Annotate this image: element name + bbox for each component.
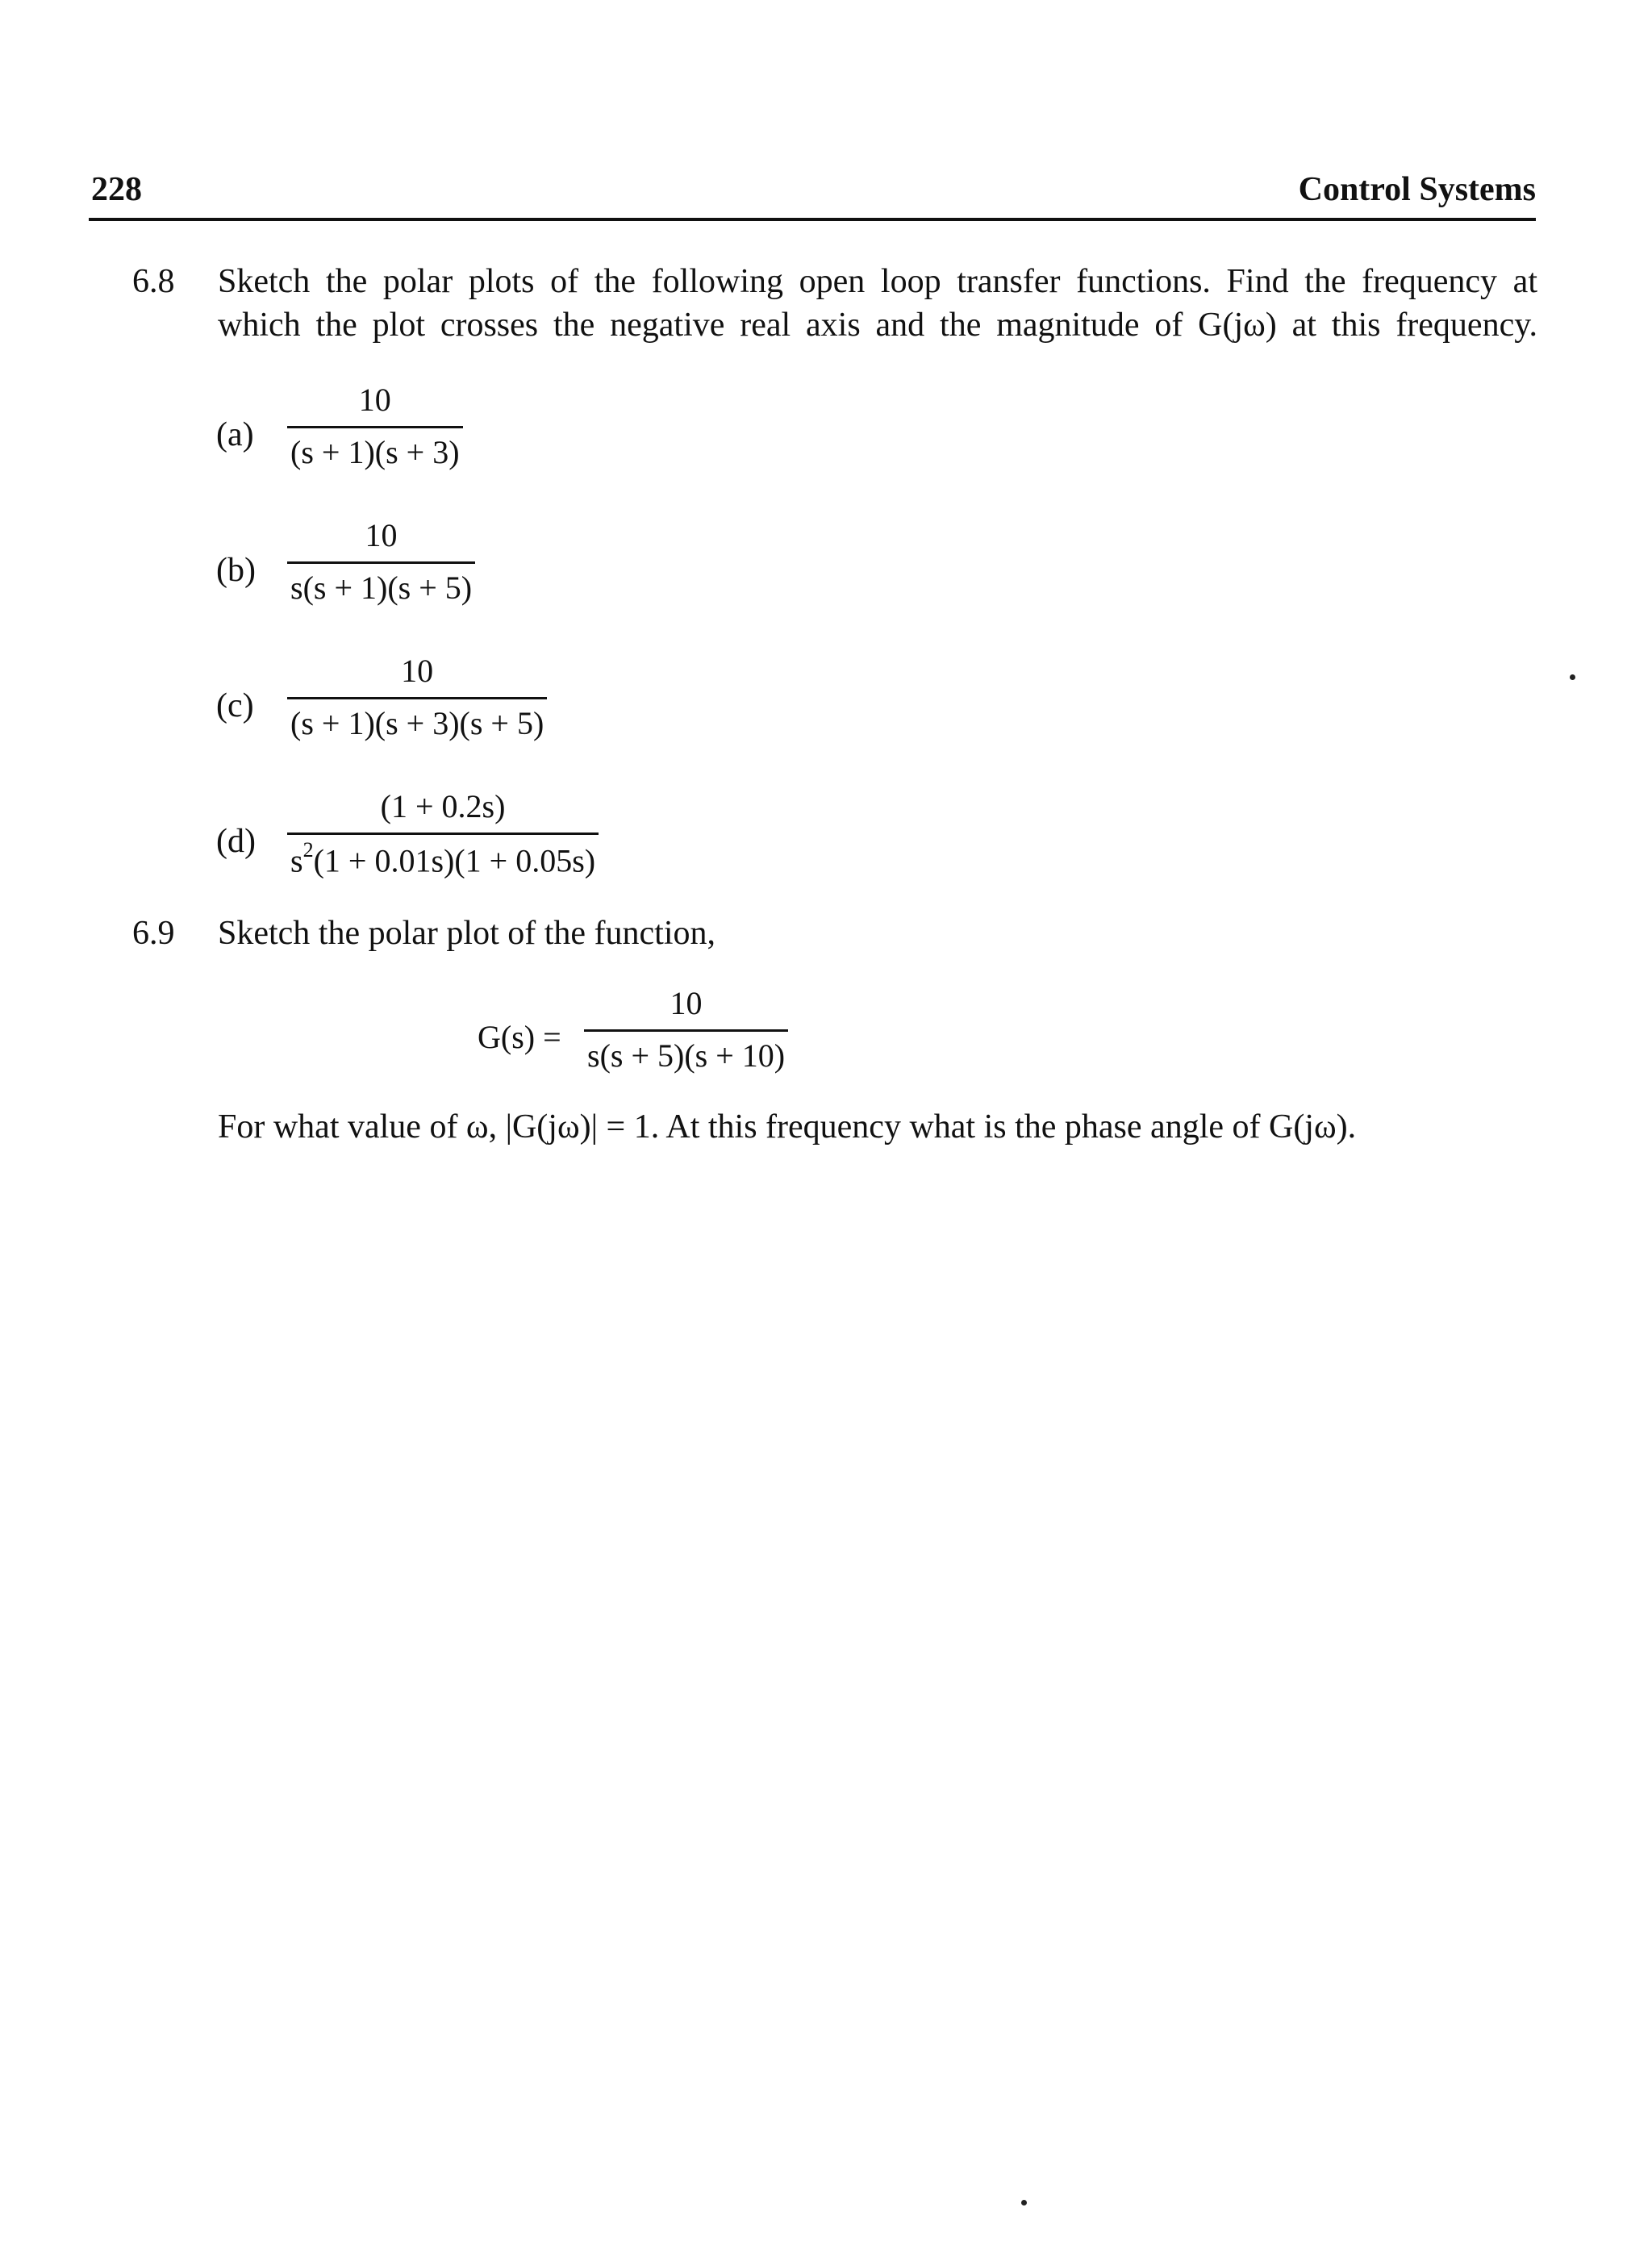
fraction-g-of-s [584,987,788,1072]
numerator-a: 10 [358,382,391,418]
problem-number-6-8: 6.8 [132,263,175,300]
fraction-d [287,788,599,879]
problem-6-9-text: Sketch the polar plot of the function, [218,915,716,952]
equation-lhs: G(s) = [478,1019,561,1055]
numerator-b: 10 [365,517,398,553]
page-number: 228 [91,171,142,208]
denominator-g-of-s: s(s + 5)(s + 10) [587,1037,786,1074]
fraction-b [287,517,475,606]
part-label-b: (b) [216,552,256,589]
problem-6-9-question: For what value of ω, |G(jω)| = 1. At this frequency what is the phase angle of G(jω). [218,1108,1357,1146]
fraction-c [287,655,547,740]
denominator-d-rest: (1 + 0.01s)(1 + 0.05s) [313,842,596,879]
scan-speck [1570,674,1575,680]
denominator-d-base: s [290,842,303,879]
denominator-a: (s + 1)(s + 3) [290,434,460,470]
part-label-c: (c) [216,687,254,724]
part-label-d: (d) [216,823,256,860]
scan-speck [1021,2200,1027,2205]
problem-6-8-line-2: which the plot crosses the negative real axis and the magnitude of G(jω) at this frequency. [218,307,1537,344]
denominator-c: (s + 1)(s + 3)(s + 5) [290,705,544,741]
fraction-a [287,384,463,469]
problem-number-6-9: 6.9 [132,915,175,952]
denominator-d-exponent: 2 [302,838,314,862]
header-rule [89,218,1536,221]
denominator-b: s(s + 1)(s + 5) [290,570,473,606]
denominator-d [287,835,599,877]
numerator-d: (1 + 0.2s) [380,788,506,824]
numerator-c: 10 [401,653,434,689]
problem-6-8-line-1: Sketch the polar plots of the following open loop transfer functions. Find the frequency at [218,263,1537,300]
numerator-g-of-s: 10 [670,985,703,1021]
running-head: Control Systems [1298,171,1536,208]
part-label-a: (a) [216,416,254,453]
